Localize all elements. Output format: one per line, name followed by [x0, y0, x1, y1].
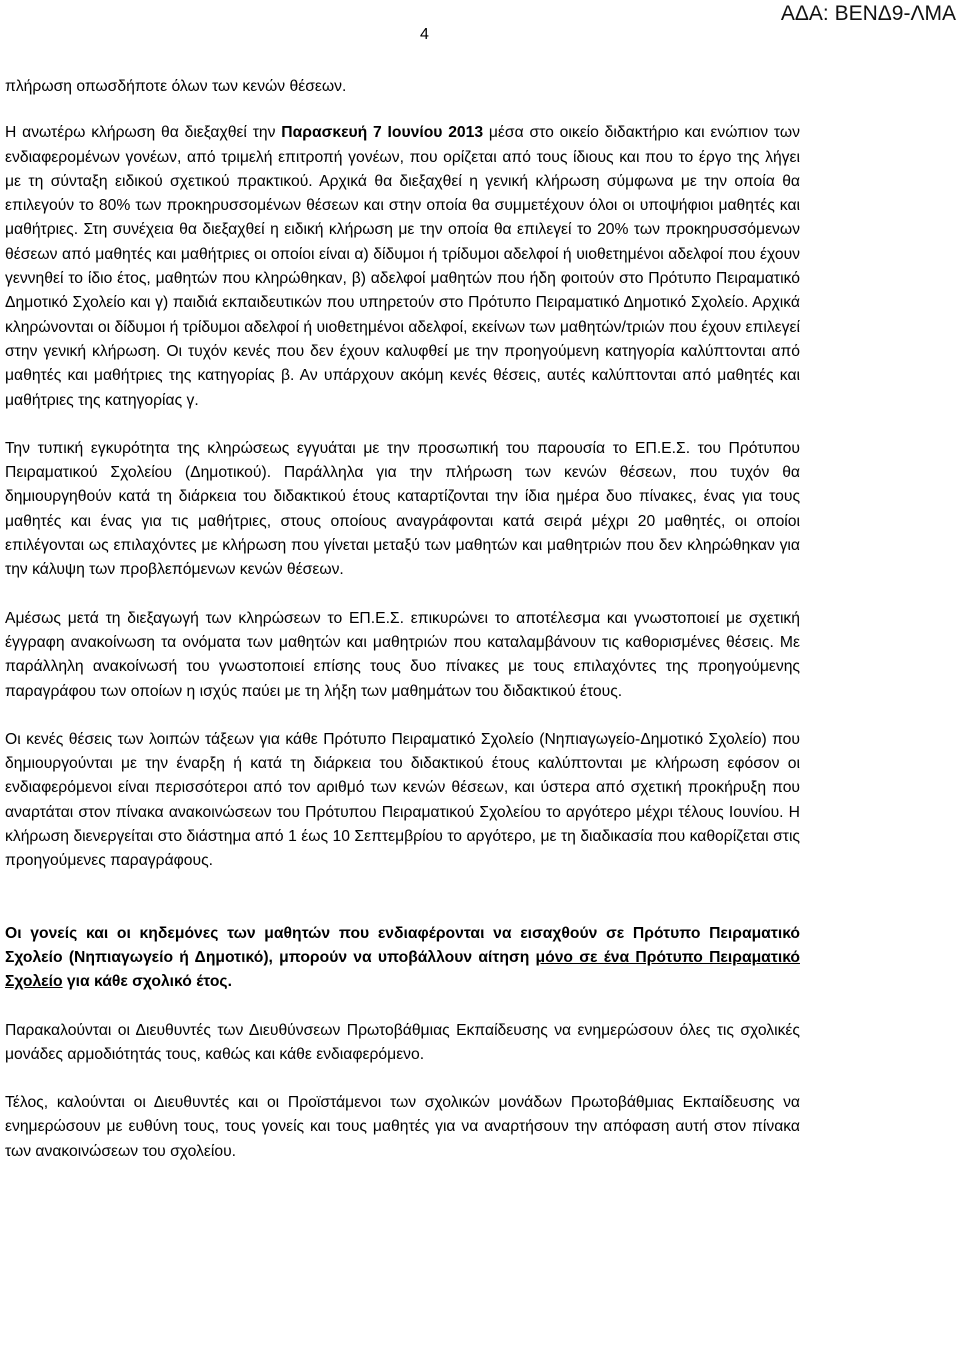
paragraph-directors-request: Παρακαλούνται οι Διευθυντές των Διευθύνσεων Πρωτοβάθμιας Εκπαίδευσης να ενημερώσουν όλες τις σχολικές μονάδες αρμοδιότητάς τους, καθώς και κάθε ενδιαφερόμενο. [5, 1021, 800, 1063]
paragraph-text: μέσα στο οικείο διδακτήριο και ενώπιον των ενδιαφερομένων γονέων, από τριμελή επιτροπή γονέων, που ορίζεται από τους ίδιους και που το έργο της λήγει με τη σύνταξη ειδικού σχετικού πρακτικού. Αρχικά θα διεξαχθεί η γενική κλήρωση σύμφωνα με την οποία θα επιλεγούν το 80% των προκηρυσσομένων θέσεων και στην οποία θα συμμετέχουν όλοι οι υποψήφιοι μαθητές και μαθήτριες. Στη συνέχεια θα διεξαχθεί η ειδική κλήρωση με την οποία θα επιλεγεί το 20% των προκηρυσσόμενων θέσεων από μαθητές και μαθήτριες οι οποίοι είναι α) δίδυμοι ή τρίδυμοι αδελφοί ή υιοθετημένοι αδελφοί που έχουν γεννηθεί το ίδιο έτος, μαθητών που κληρώθηκαν, β) αδελφοί μαθητών που ήδη φοιτούν στο Πρότυπο Πειραματικό Δημοτικό Σχολείο και γ) παιδιά εκπαιδευτικών που υπηρετούν στο Πρότυπο Πειραματικό Δημοτικό Σχολείο. Αρχικά κληρώνονται οι δίδυμοι ή τρίδυμοι αδελφοί ή υιοθετημένοι αδελφοί, εκείνων των μαθητών/τριών που έχουν επιλεγεί στην γενική κλήρωση. Οι τυχόν κενές που δεν έχουν καλυφθεί με την προηγούμενη κατηγορία καλύπτονται από μαθητές και μαθήτριες της κατηγορίας β. Αν υπάρχουν ακόμη κενές θέσεις, αυτές καλύπτονται από μαθητές και μαθήτριες της κατηγορίας γ. [5, 124, 800, 409]
paragraph-continuation: πλήρωση οπωσδήποτε όλων των κενών θέσεων. [5, 78, 347, 95]
notice-underlined: μόνο σε ένα Πρότυπο Πειραματικό Σχολείο [5, 948, 800, 991]
paragraph-text: Η ανωτέρω κλήρωση θα διεξαχθεί την [5, 124, 282, 142]
paragraph-vacancies: Οι κενές θέσεις των λοιπών τάξεων για κάθε Πρότυπο Πειραματικό Σχολείο (Νηπιαγωγείο-Δημοτικό Σχολείο) που δημιουργούνται με την έναρξη ή κατά τη διάρκεια του διδακτικού έτους καλύπτονται με κλήρωση εφόσον οι ενδιαφερόμενοι είναι περισσότεροι από τον αριθμό των κενών θέσεων, και ύστερα από σχετική προκήρυξη που αναρτάται στον πίνακα ανακοινώσεων του Πρότυπου Πειραματικού Σχολείου το αργότερο μέχρι τέλους Ιουνίου. Η κλήρωση διενεργείται στο διάστημα από 1 έως 10 Σεπτεμβρίου το αργότερο, με τη διαδικασία που καθορίζεται στις προηγούμενες παραγράφους. [5, 730, 800, 870]
document-body [5, 75, 800, 1164]
paragraph-closing: Τέλος, καλούνται οι Διευθυντές και οι Προϊστάμενοι των σχολικών μονάδων Πρωτοβάθμιας Εκπαίδευσης να ενημερώσουν με ευθύνη τους, τους γονείς και τους μαθητές για να αναρτήσουν την απόφαση αυτή στον πίνακα των ανακοινώσεων του σχολείου. [5, 1094, 800, 1160]
paragraph-application-notice [5, 922, 800, 995]
paragraph-results: Αμέσως μετά τη διεξαγωγή των κληρώσεων το ΕΠ.Ε.Σ. επικυρώνει το αποτέλεσμα και γνωστοποιεί με σχετική έγγραφη ανακοίνωση τα ονόματα των μαθητών και μαθητριών που καταλαμβάνουν τις καθορισμένες θέσεις. Με παράλληλη ανακοίνωσή του γνωστοποιεί επίσης τους δυο πίνακες με τους επιλαχόντες της προηγούμενης παραγράφου των οποίων η ισχύς παύει με τη λήξη των μαθημάτων του διδακτικού έτους. [5, 609, 800, 700]
ada-code: ΑΔΑ: ΒΕΝΔ9-ΛΜΑ [780, 2, 956, 25]
page-number: 4 [420, 26, 429, 43]
paragraph-lottery-procedure [5, 121, 800, 413]
notice-text-end: για κάθε σχολικό έτος. [62, 973, 232, 991]
lottery-date: Παρασκευή 7 Ιουνίου 2013 [281, 124, 484, 142]
notice-text-start: Οι γονείς και οι κηδεμόνες των μαθητών που ενδιαφέρονται να εισαχθούν σε Πρότυπο Πειραματικό Σχολείο (Νηπιαγωγείο ή Δημοτικό), μπορούν να υποβάλλουν αίτηση [5, 924, 800, 966]
notice-text [5, 925, 800, 991]
paragraph-validity: Την τυπική εγκυρότητα της κληρώσεως εγγυάται με την προσωπική του παρουσία το ΕΠ.Ε.Σ. του Πρότυπου Πειραματικού Σχολείου (Δημοτικού). Παράλληλα για την πλήρωση των κενών θέσεων, που τυχόν θα δημιουργηθούν κατά τη διάρκεια του διδακτικού έτους καταρτίζονται την ίδια ημέρα δυο πίνακες, ένας για τους μαθητές και ένας για τις μαθήτριες, στους οποίους αναγράφονται κατά σειρά μέχρι 20 μαθητές, οι οποίοι επιλέγονται ως επιλαχόντες με κλήρωση που γίνεται μεταξύ των μαθητών και μαθητριών που δεν κληρώθηκαν για την κάλυψη των προβλεπόμενων κενών θέσεων. [5, 439, 800, 579]
